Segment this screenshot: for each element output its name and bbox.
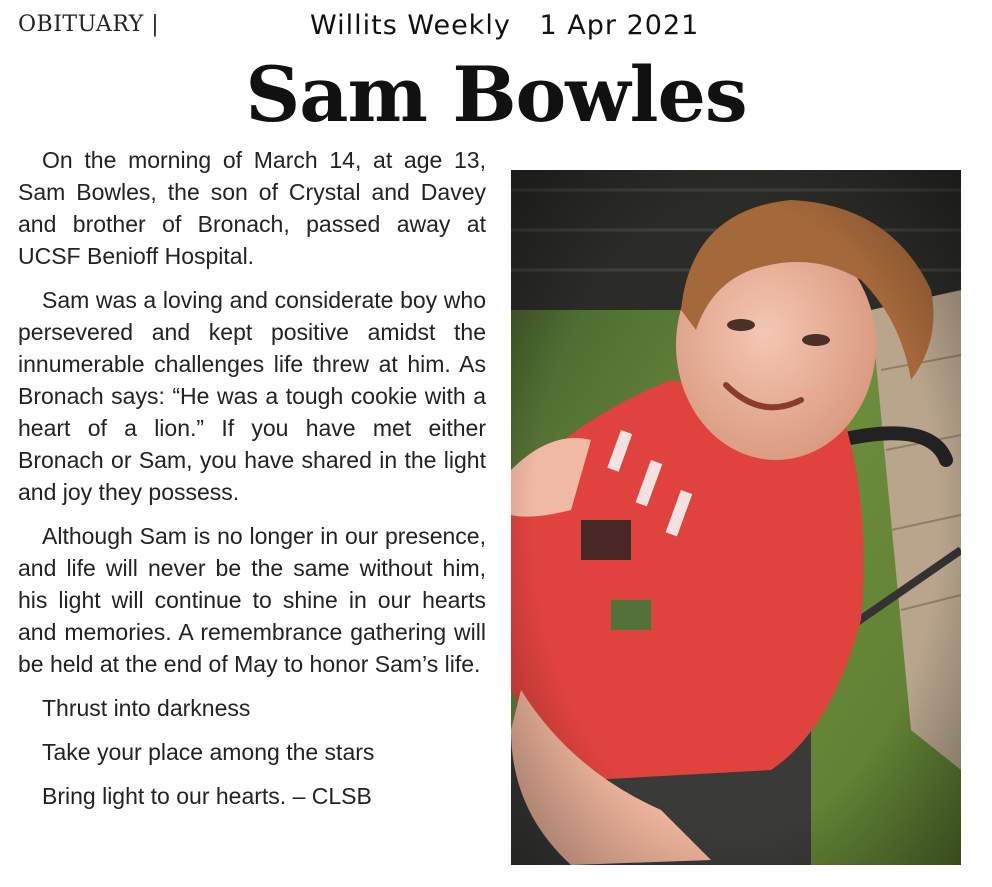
- obituary-title: Sam Bowles: [245, 50, 747, 139]
- paragraph: Sam was a loving and considerate boy who persevered and kept positive amidst the innumerable challenges life threw at him. As Bronach says: “He was a tough cookie with a heart of a lion.” If you have met either Bronach or Sam, you have shared in the light and joy they possess.: [18, 287, 486, 505]
- section-label: OBITUARY |: [18, 12, 160, 37]
- portrait-photo: [511, 170, 961, 865]
- paragraph: Although Sam is no longer in our presence, and life will never be the same without him, his light will continue to shine in our hearts and memories. A remembrance gathering will be held at the end of May to honor Sam’s life.: [18, 523, 486, 677]
- verse-line: Thrust into darkness: [42, 695, 251, 721]
- masthead: Willits Weekly 1 Apr 2021: [310, 10, 700, 41]
- obituary-body: [18, 144, 486, 824]
- paragraph: On the morning of March 14, at age 13, Sam Bowles, the son of Crystal and Davey and brother of Bronach, passed away at UCSF Benioff Hospital.: [18, 147, 486, 269]
- verse-line: Take your place among the stars: [42, 739, 375, 765]
- verse-line: Bring light to our hearts. – CLSB: [42, 783, 372, 809]
- portrait-illustration: [511, 170, 961, 865]
